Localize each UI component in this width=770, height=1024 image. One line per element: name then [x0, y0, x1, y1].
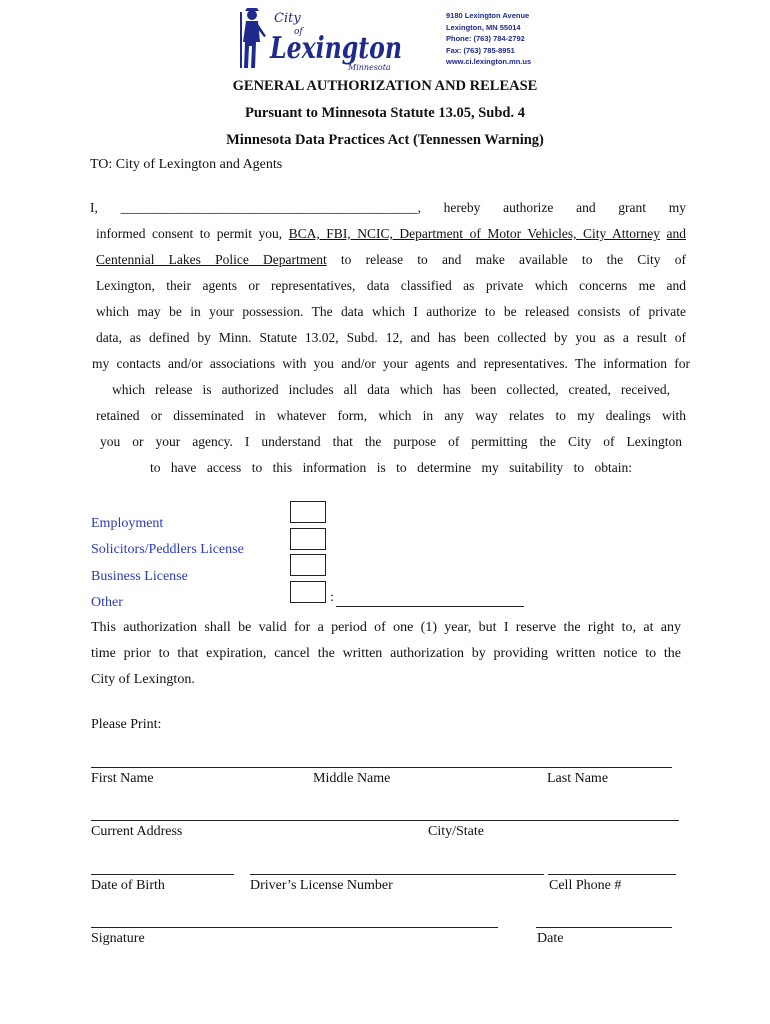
drivers-license-label: Driver’s License Number [250, 878, 393, 893]
signature-label: Signature [91, 931, 145, 946]
body-line: my contacts and/or associations with you and/or your agents and representatives. The information for [92, 356, 690, 371]
contact-address-block [446, 10, 531, 68]
option-other-label: Other [91, 595, 123, 610]
svg-text:Minnesota: Minnesota [348, 63, 391, 72]
city-logo [236, 6, 408, 74]
form-title: GENERAL AUTHORIZATION AND RELEASE [232, 78, 538, 94]
date-field[interactable] [536, 927, 672, 928]
option-solicitors-label: Solicitors/Peddlers License [91, 542, 244, 557]
address-line: Lexington, MN 55014 [446, 22, 521, 32]
full-name-field[interactable] [91, 767, 672, 768]
body-line: informed consent to permit you, BCA, FBI, NCIC, Department of Motor Vehicles, City Attorney and [96, 226, 686, 241]
drivers-license-field[interactable] [250, 874, 544, 875]
body-line: which may be in your possession. The data which I authorize to be released consists of private [96, 304, 686, 319]
date-label: Date [537, 931, 564, 946]
business-license-checkbox[interactable] [290, 554, 326, 576]
act-subtitle: Minnesota Data Practices Act (Tennessen Warning) [226, 132, 544, 148]
date-of-birth-label: Date of Birth [91, 878, 165, 893]
minuteman-icon [240, 8, 266, 68]
svg-text:Lexington: Lexington [269, 31, 402, 66]
phone-line: Phone: (763) 784-2792 [446, 34, 525, 44]
other-specify-field[interactable] [336, 606, 524, 607]
addressee-line: TO: City of Lexington and Agents [90, 157, 283, 172]
address-line: 9180 Lexington Avenue [446, 11, 530, 20]
current-address-label: Current Address [91, 824, 183, 839]
statute-subtitle: Pursuant to Minnesota Statute 13.05, Subd. 4 [245, 105, 525, 121]
validity-line: City of Lexington. [91, 672, 195, 687]
option-employment-label: Employment [91, 516, 164, 531]
svg-text:City: City [274, 11, 301, 26]
website-line: www.ci.lexington.mn.us [446, 57, 532, 67]
address-field[interactable] [91, 820, 679, 821]
body-line: Lexington, their agents or representatives, data classified as private which concerns me and [96, 278, 686, 293]
option-business-license-label: Business License [91, 569, 188, 584]
validity-paragraph [91, 620, 681, 700]
first-name-label: First Name [91, 771, 154, 786]
middle-name-label: Middle Name [313, 771, 391, 786]
validity-line: time prior to that expiration, cancel the written authorization by providing written notice to the [91, 646, 681, 661]
employment-checkbox[interactable] [290, 501, 326, 523]
body-line: retained or disseminated in whatever form, which in any way relates to my dealings with [96, 408, 686, 423]
body-line: you or your agency. I understand that the purpose of permitting the City of Lexington [100, 434, 682, 449]
solicitors-checkbox[interactable] [290, 528, 326, 550]
last-name-label: Last Name [547, 771, 609, 786]
body-line: which release is authorized includes all data which has been collected, created, received, [112, 382, 670, 397]
fax-line: Fax: (763) 785-8951 [446, 45, 515, 55]
cell-phone-label: Cell Phone # [549, 878, 622, 893]
body-line: to have access to this information is to determine my suitability to obtain: [150, 460, 632, 475]
date-of-birth-field[interactable] [91, 874, 234, 875]
city-state-label: City/State [428, 824, 484, 839]
validity-line: This authorization shall be valid for a period of one (1) year, but I reserve the right to, at any [91, 620, 681, 635]
other-colon: : [330, 590, 334, 605]
body-line: data, as defined by Minn. Statute 13.02, Subd. 12, and has been collected by you as a result of [96, 330, 686, 345]
body-line: Centennial Lakes Police Department to release to and make available to the City of [96, 252, 686, 267]
signature-field[interactable] [91, 927, 498, 928]
svg-text:of: of [294, 27, 303, 37]
cell-phone-field[interactable] [548, 874, 676, 875]
please-print-label: Please Print: [91, 717, 162, 732]
other-checkbox[interactable] [290, 581, 326, 603]
body-line: I, ____________________________________________, hereby authorize and grant my [90, 200, 686, 215]
consent-paragraph [90, 200, 690, 480]
